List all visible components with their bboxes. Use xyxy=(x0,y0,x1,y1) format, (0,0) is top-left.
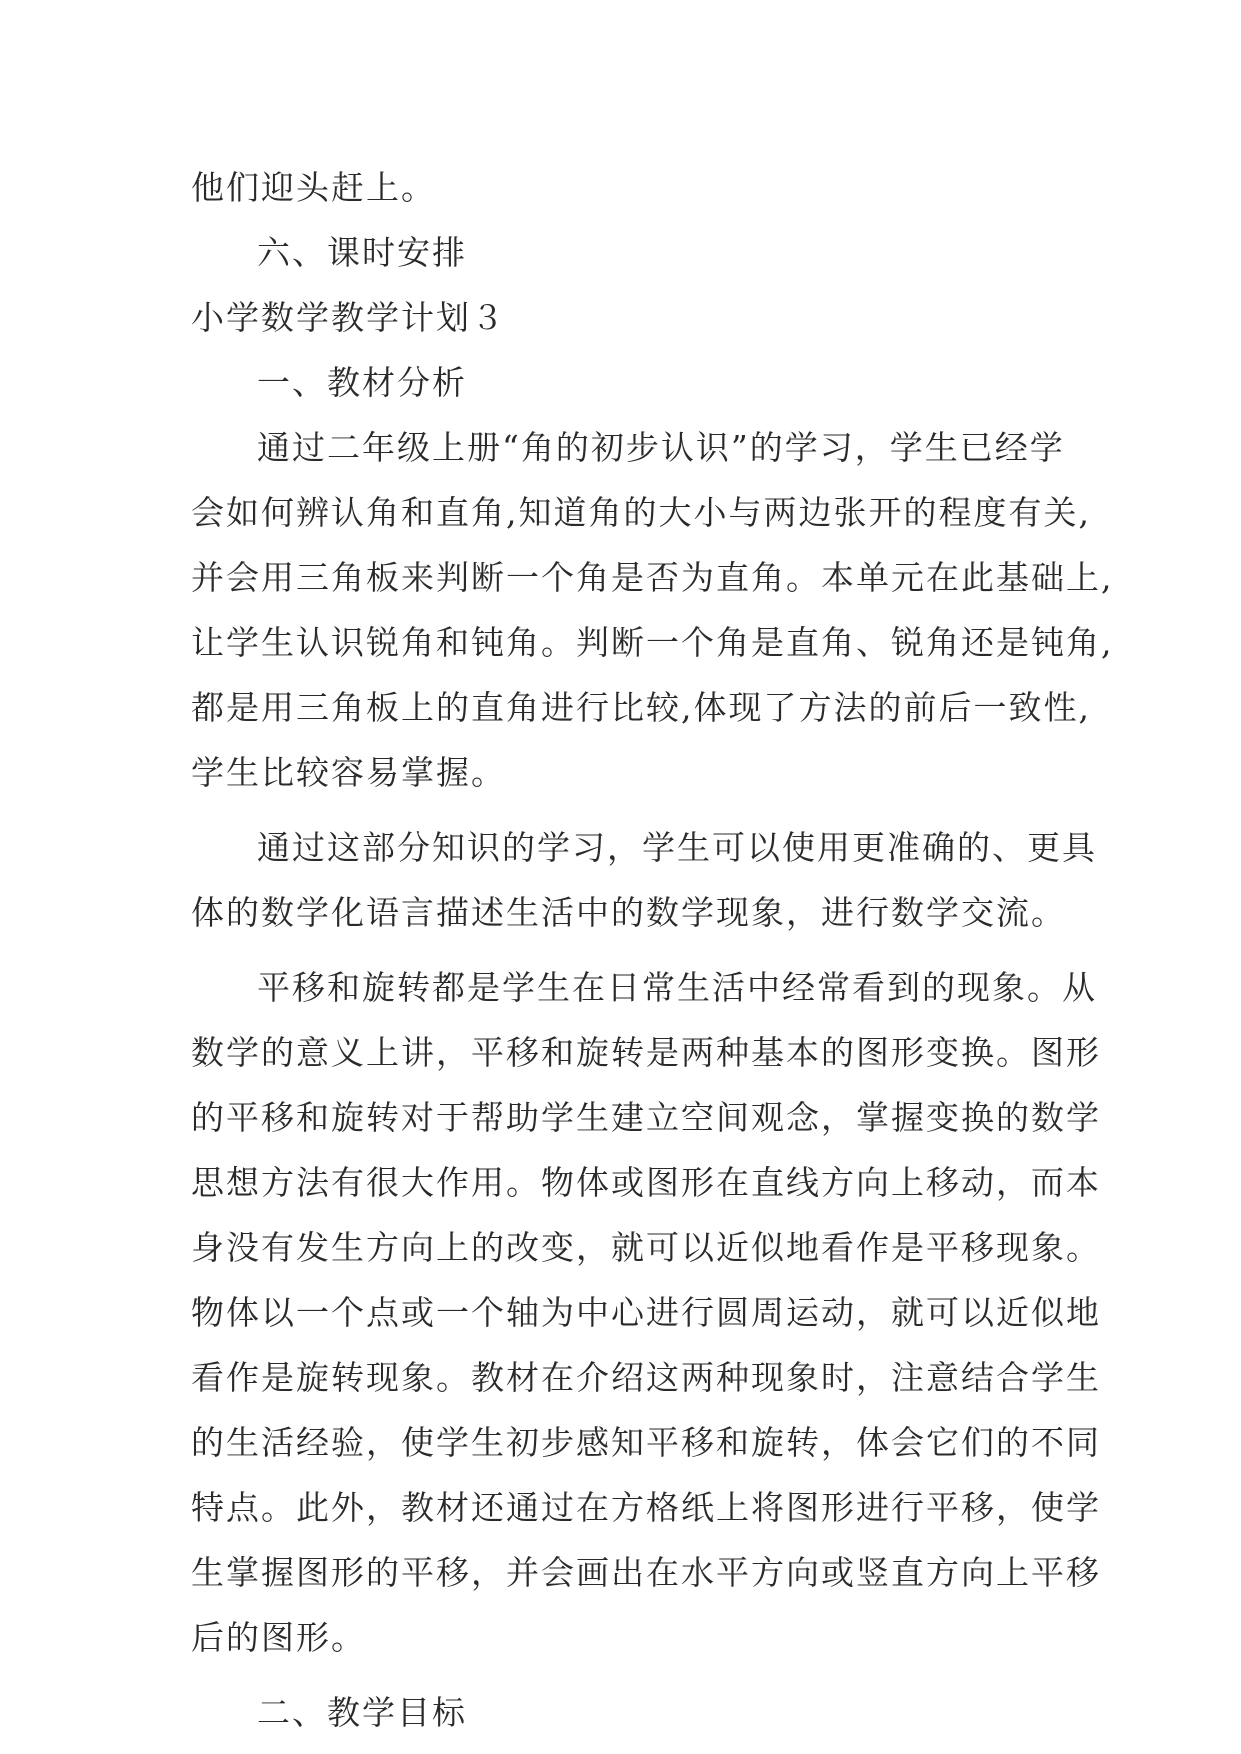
document-title: 小学数学教学计划３ xyxy=(191,298,506,337)
body-text-line: 后的图形。 xyxy=(191,1618,366,1657)
body-text-line: 通过这部分知识的学习，学生可以使用更准确的、更具 xyxy=(257,828,1097,867)
body-text-line: 生掌握图形的平移，并会画出在水平方向或竖直方向上平移 xyxy=(191,1553,1101,1592)
body-text-line: 体的数学化语言描述生活中的数学现象，进行数学交流。 xyxy=(191,893,1066,932)
body-text-line: 的平移和旋转对于帮助学生建立空间观念，掌握变换的数学 xyxy=(191,1098,1101,1137)
body-text-line: 平移和旋转都是学生在日常生活中经常看到的现象。从 xyxy=(257,968,1097,1007)
body-text-line: 通过二年级上册“角的初步认识”的学习，学生已经学 xyxy=(257,428,1065,467)
body-text-line: 思想方法有很大作用。物体或图形在直线方向上移动，而本 xyxy=(191,1163,1101,1202)
section-heading: 一、教材分析 xyxy=(257,363,467,402)
section-heading: 二、教学目标 xyxy=(257,1693,467,1732)
section-heading: 六、课时安排 xyxy=(257,233,467,272)
body-text-line: 让学生认识锐角和钝角。判断一个角是直角、锐角还是钝角, xyxy=(191,623,1114,662)
body-text-line: 特点。此外，教材还通过在方格纸上将图形进行平移，使学 xyxy=(191,1488,1101,1527)
body-text-line: 并会用三角板来判断一个角是否为直角。本单元在此基础上, xyxy=(191,558,1114,597)
body-text-line: 身没有发生方向上的改变，就可以近似地看作是平移现象。 xyxy=(191,1228,1101,1267)
body-text-line: 都是用三角板上的直角进行比较,体现了方法的前后一致性, xyxy=(191,688,1091,727)
body-text-line: 数学的意义上讲，平移和旋转是两种基本的图形变换。图形 xyxy=(191,1033,1101,1072)
document-body xyxy=(191,155,1114,1745)
body-text-line: 看作是旋转现象。教材在介绍这两种现象时，注意结合学生 xyxy=(191,1358,1101,1397)
body-text-line: 学生比较容易掌握。 xyxy=(191,753,506,792)
body-text-line: 他们迎头赶上。 xyxy=(191,168,436,207)
body-text-line: 物体以一个点或一个轴为中心进行圆周运动，就可以近似地 xyxy=(191,1293,1101,1332)
body-text-line: 会如何辨认角和直角,知道角的大小与两边张开的程度有关, xyxy=(191,493,1091,532)
body-text-line: 的生活经验，使学生初步感知平移和旋转，体会它们的不同 xyxy=(191,1423,1101,1462)
